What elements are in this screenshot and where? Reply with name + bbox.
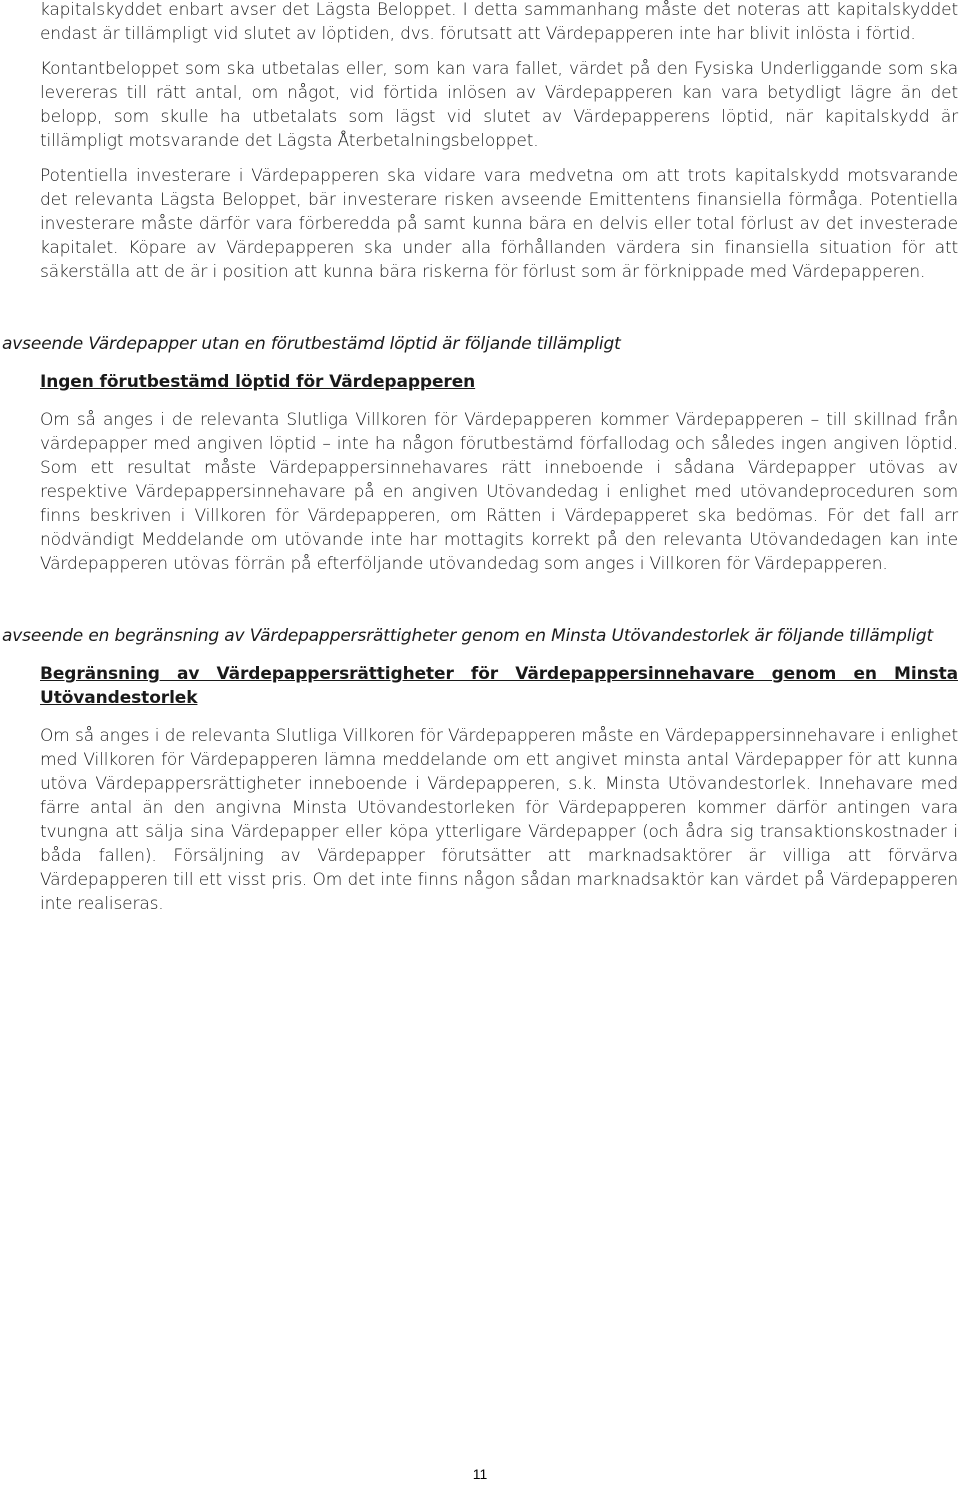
page-number: 11: [472, 1466, 488, 1482]
section1-body: Om så anges i de relevanta Slutliga Villkoren för Värdepapperen kommer Värdepapperen – till skillnad från värdepapper med angiven löptid – inte ha någon förutbestämd förfallodag och således ingen angiven löptid. Som ett resultat måste Värdepappersinnehavares rätt inneboende i sådana Värdepapper utövas av respektive Värdepappersinnehavare på en angiven Utövandedag i enlighet med utövandeproceduren som finns beskriven i Villkoren för Värdepapperen, om Rätten i Värdepapperet ska bedömas. För det fall arr nödvändigt Meddelande om utövande inte har mottagits korrekt på den relevanta Utövandedagen kan inte Värdepapperen utövas förrän på efterföljande utövandedag som anges i Villkoren för Värdepapperen.: [40, 410, 958, 574]
section2-body: Om så anges i de relevanta Slutliga Villkoren för Värdepapperen måste en Värdepappersinnehavare i enlighet med Villkoren för Värdepapperen lämna meddelande om ett angivet minsta antal Värdepapper för att kunna utöva Värdepappersrättigheter inneboende i Värdepapperen, s.k. Minsta Utövandestorlek. Innehavare med färre antal än den angivna Minsta Utövandestorleken för Värdepapperen kommer därför antingen vara tvungna att sälja sina Värdepapper eller köpa ytterligare Värdepapper (och ådra sig transaktionskostnader i båda fallen). Försäljning av Värdepapper förutsätter att marknadsaktörer är villiga att förvärva Värdepapperen till ett visst pris. Om det inte finns någon sådan marknadsaktör kan värdet på Värdepapperen inte realiseras.: [40, 726, 958, 914]
section2-title: Begränsning av Värdepappersrättigheter för Värdepappersinnehavare genom en Minsta Utövandestorlek: [40, 664, 958, 708]
section2-intro: avseende en begränsning av Värdepappersrättigheter genom en Minsta Utövandestorlek är följande tillämpligt: [2, 626, 934, 646]
paragraph-cash-amount: Kontantbeloppet som ska utbetalas eller, som kan vara fallet, värdet på den Fysiska Underliggande som ska levereras till rätt antal, om något, vid förtida inlösen av Värdepapperen kan vara betydligt lägre än det belopp, som skulle ha utbetalats som lägst vid slutet av Värdepapperens löptid, när kapitalskydd är tillämpligt motsvarande det Lägsta Återbetalningsbeloppet.: [40, 59, 958, 151]
document-body: [2, 0, 958, 916]
section1-intro: avseende Värdepapper utan en förutbestämd löptid är följande tillämpligt: [2, 334, 621, 354]
paragraph-capital-protection: kapitalskyddet enbart avser det Lägsta Beloppet. I detta sammanhang måste det noteras att kapitalskyddet endast är tillämpligt vid slutet av löptiden, dvs. förutsatt att Värdepapperen inte har blivit inlösta i förtid.: [40, 0, 958, 44]
paragraph-potential-investors: Potentiella investerare i Värdepapperen ska vidare vara medvetna om att trots kapitalskydd motsvarande det relevanta Lägsta Beloppet, bär investerare risken avseende Emittentens finansiella förmåga. Potentiella investerare måste därför vara förberedda på samt kunna bära en delvis eller total förlust av det investerade kapitalet. Köpare av Värdepapperen ska under alla förhållanden värdera sin finansiella situation för att säkerställa att de är i position att kunna bära riskerna för förlust som är förknippade med Värdepapperen.: [40, 166, 958, 282]
section1-title: Ingen förutbestämd löptid för Värdepapperen: [40, 372, 476, 392]
